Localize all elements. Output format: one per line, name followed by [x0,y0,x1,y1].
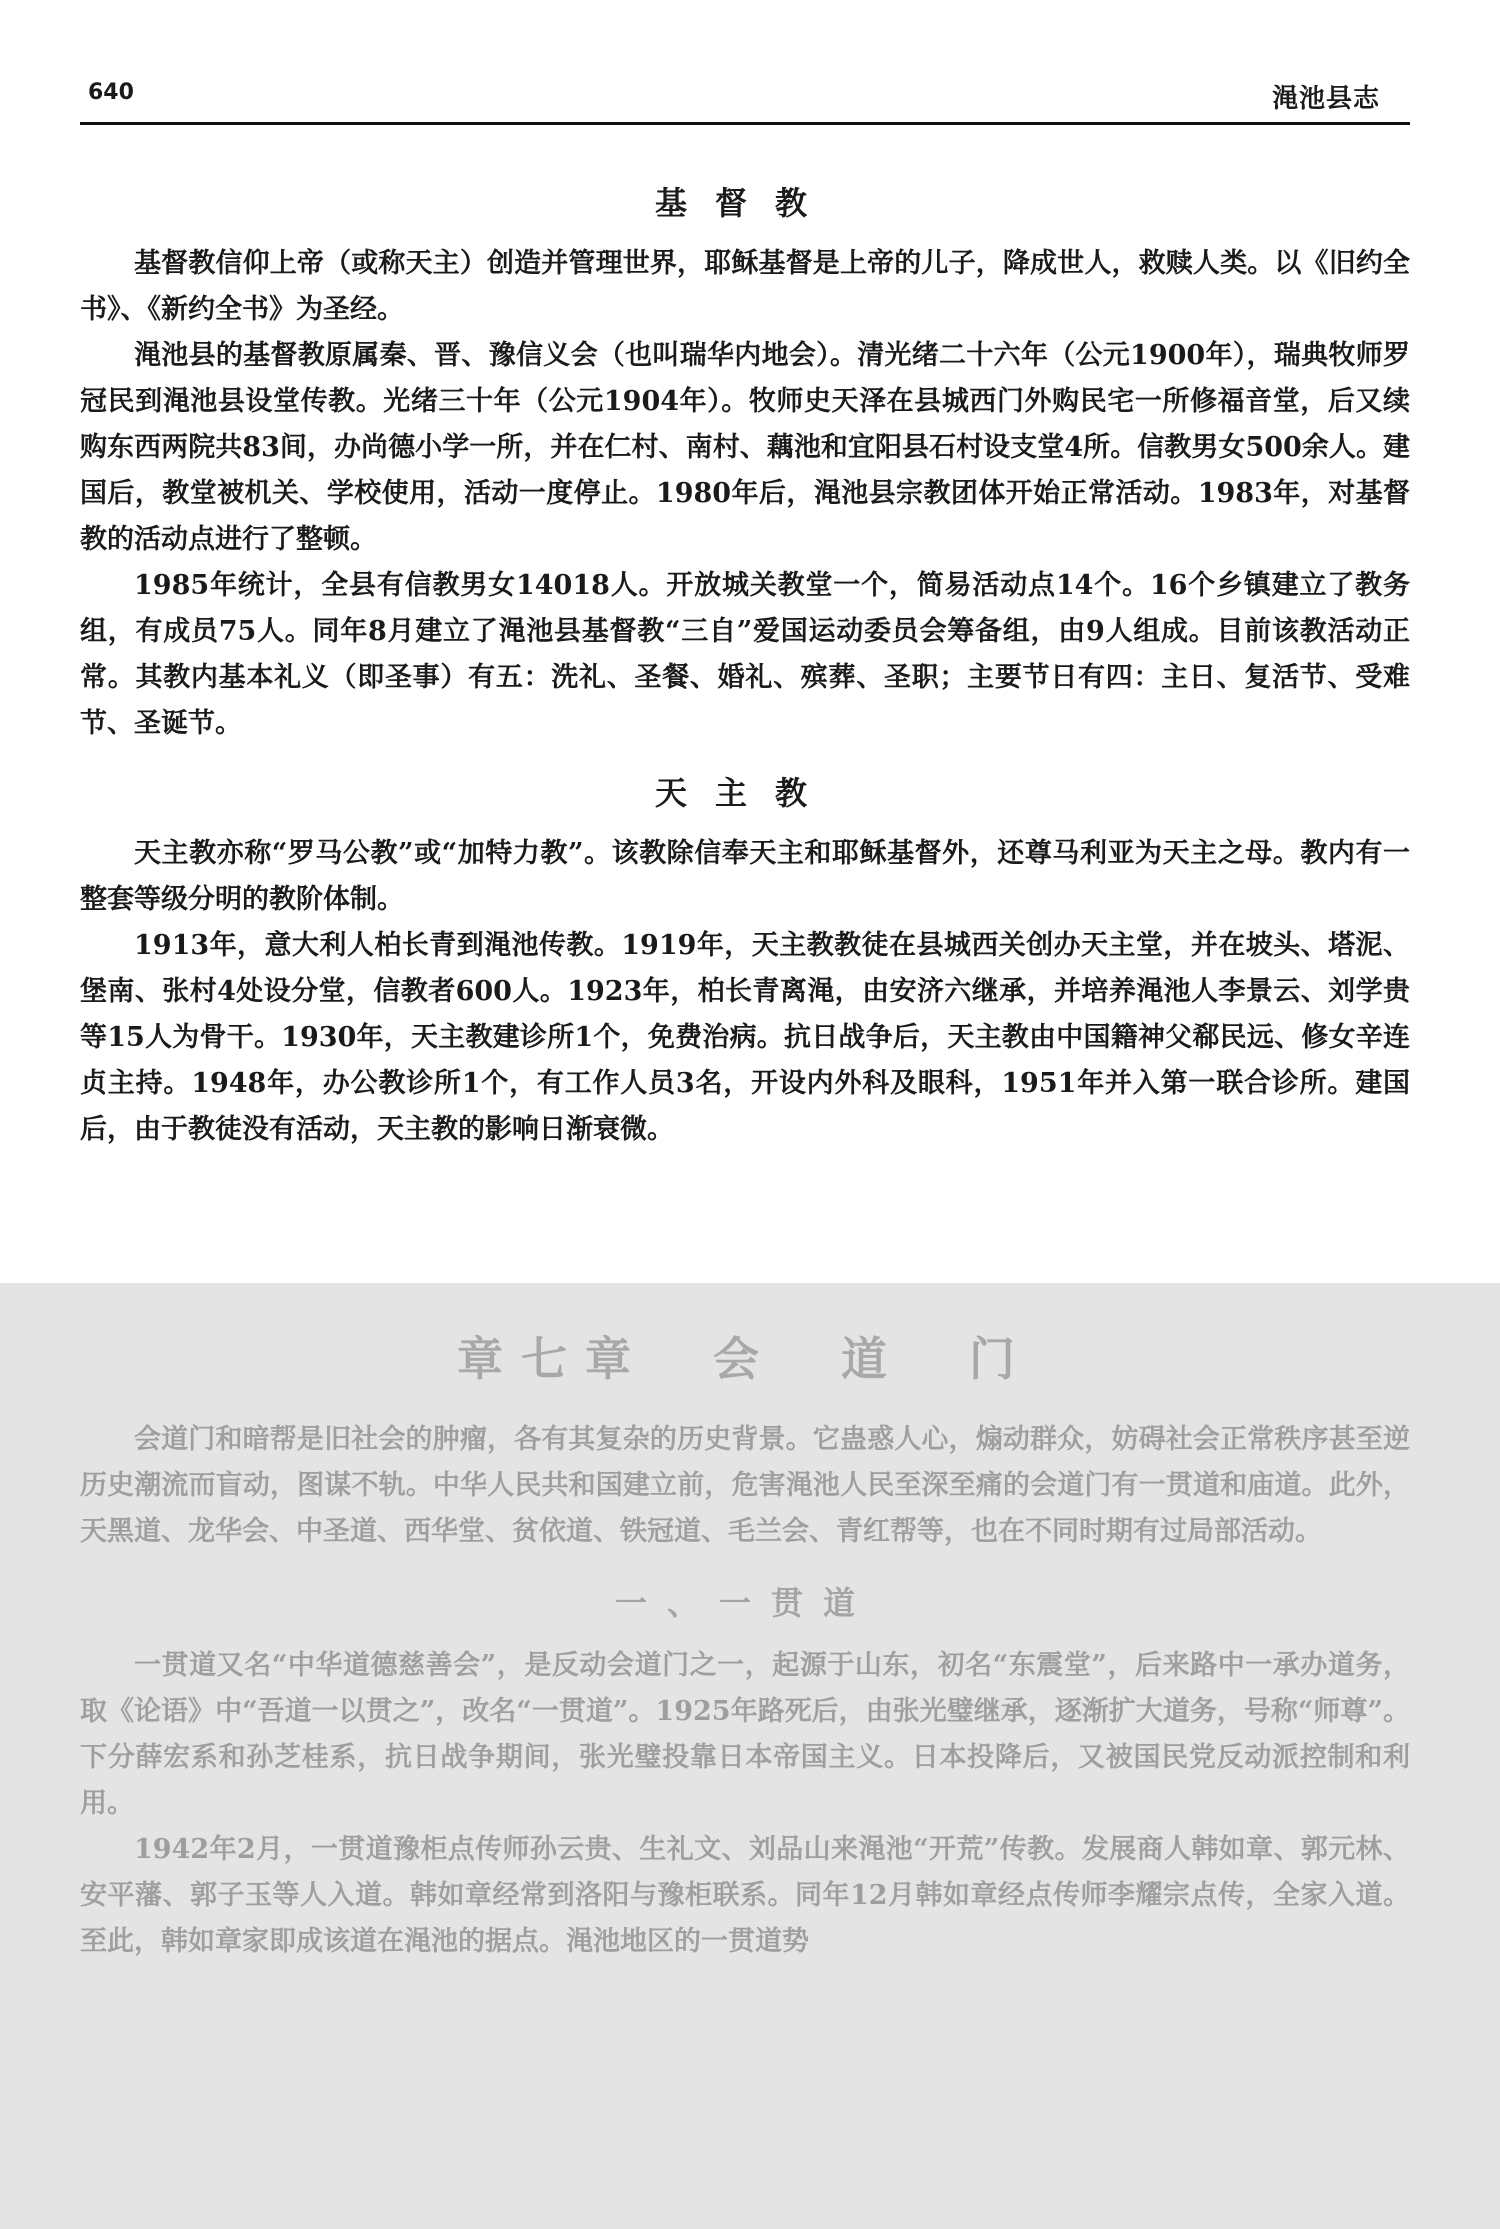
page-number: 640 [88,80,134,105]
page-header [80,78,1410,118]
paragraph: 渑池县的基督教原属秦、晋、豫信义会（也叫瑞华内地会）。清光绪二十六年（公元1900年），瑞典牧师罗冠民到渑池县设堂传教。光绪三十年（公元1904年）。牧师史天泽在县城西门外购民宅一所修福音堂，后又续购东西两院共83间，办尚德小学一所，并在仁村、南村、藕池和宜阳县石村设支堂4所。信教男女500余人。建国后，教堂被机关、学校使用，活动一度停止。1980年后，渑池县宗教团体开始正常活动。1983年，对基督教的活动点进行了整顿。 [80,340,1410,555]
paragraph: 天主教亦称“罗马公教”或“加特力教”。该教除信奉天主和耶稣基督外，还尊马利亚为天主之母。教内有一整套等级分明的教阶体制。 [80,838,1410,915]
paragraph: 一贯道又名“中华道德慈善会”，是反动会道门之一，起源于山东，初名“东震堂”，后来路中一承办道务，取《论语》中“吾道一以贯之”，改名“一贯道”。1925年路死后，由张光璧继承，逐渐扩大道务，号称“师尊”。下分薛宏系和孙芝桂系，抗日战争期间，张光璧投靠日本帝国主义。日本投降后，又被国民党反动派控制和利用。 [80,1650,1410,1819]
shaded-region [0,1283,1500,2229]
paragraph: 1913年，意大利人柏长青到渑池传教。1919年，天主教教徒在县城西关创办天主堂，并在坡头、塔泥、堡南、张村4处设分堂，信教者600人。1923年，柏长青离渑，由安济六继承，并培养渑池人李景云、刘学贵等15人为骨干。1930年，天主教建诊所1个，免费治病。抗日战争后，天主教由中国籍神父郗民远、修女辛连贞主持。1948年，办公教诊所1个，有工作人员3名，开设内外科及眼科，1951年并入第一联合诊所。建国后，由于教徒没有活动，天主教的影响日渐衰微。 [80,930,1410,1145]
paragraph: 1985年统计，全县有信教男女14018人。开放城关教堂一个，简易活动点14个。16个乡镇建立了教务组，有成员75人。同年8月建立了渑池县基督教“三自”爱国运动委员会筹备组，由9人组成。目前该教活动正常。其教内基本礼义（即圣事）有五：洗礼、圣餐、婚礼、殡葬、圣职；主要节日有四：主日、复活节、受难节、圣诞节。 [80,570,1410,739]
section-title-christianity: 基督教 [654,184,835,222]
shaded-content [80,1319,1410,1965]
paragraph: 基督教信仰上帝（或称天主）创造并管理世界，耶稣基督是上帝的儿子，降成世人，救赎人类。以《旧约全书》、《新约全书》为圣经。 [80,248,1410,325]
main-content [80,175,1410,1153]
section-title-yiguandao: 一、一贯道 [614,1584,875,1622]
chapter-title: 章七章 会 道 门 [457,1332,1033,1386]
running-title: 渑池县志 [1271,84,1380,114]
paragraph: 会道门和暗帮是旧社会的肿瘤，各有其复杂的历史背景。它蛊惑人心，煽动群众，妨碍社会正常秩序甚至逆历史潮流而盲动，图谋不轨。中华人民共和国建立前，危害渑池人民至深至痛的会道门有一贯道和庙道。此外，天黑道、龙华会、中圣道、西华堂、贫依道、铁冠道、毛兰会、青红帮等，也在不同时期有过局部活动。 [80,1424,1410,1547]
paragraph: 1942年2月，一贯道豫柜点传师孙云贵、生礼文、刘品山来渑池“开荒”传教。发展商人韩如章、郭元林、安平藩、郭子玉等人入道。韩如章经常到洛阳与豫柜联系。同年12月韩如章经点传师李耀宗点传，全家入道。至此，韩如章家即成该道在渑池的据点。渑池地区的一贯道势 [80,1834,1410,1957]
header-rule [80,122,1410,125]
section-catholicism [80,765,1410,1153]
section-christianity [80,175,1410,747]
section-title-catholicism: 天主教 [654,774,835,812]
